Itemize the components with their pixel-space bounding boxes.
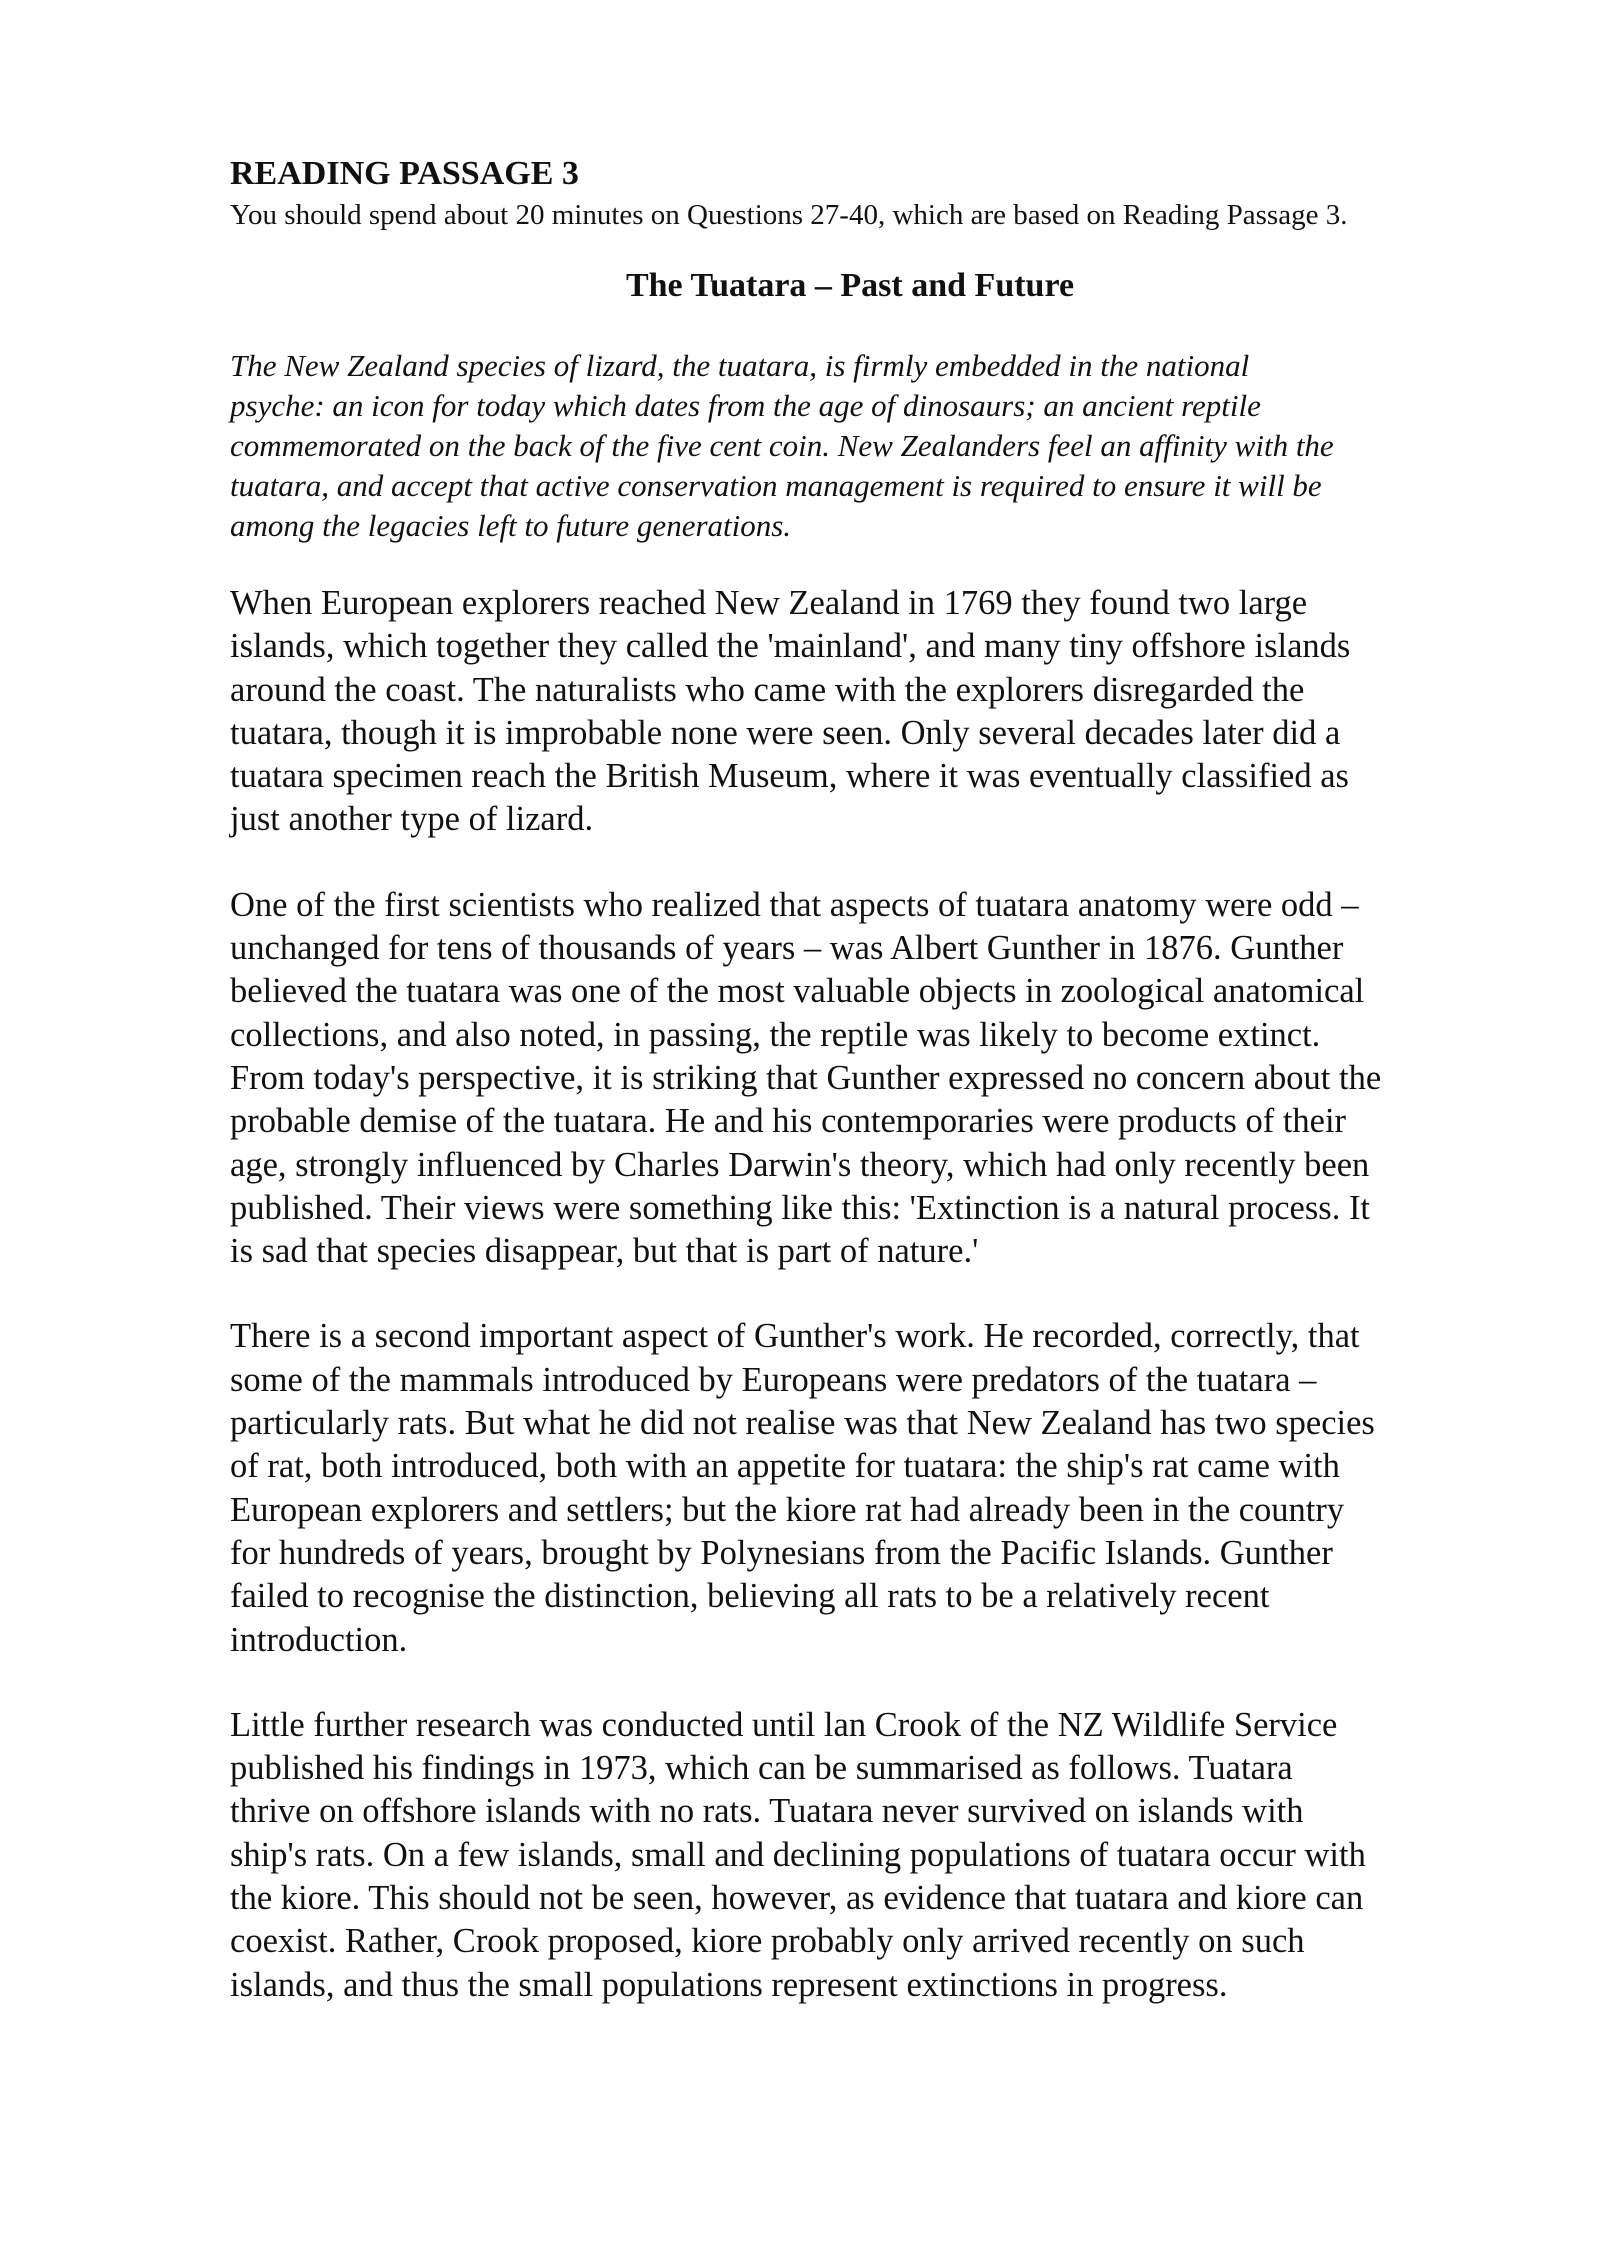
paragraph-line: of rat, both introduced, both with an appetite for tuatara: the ship's rat came with bbox=[230, 1447, 1340, 1486]
paragraph-line: believed the tuatara was one of the most valuable objects in zoological anatomical bbox=[230, 972, 1365, 1011]
paragraph-line: tuatara specimen reach the British Museum, where it was eventually classified as bbox=[230, 757, 1349, 796]
paragraph-line: ship's rats. On a few islands, small and declining populations of tuatara occur with bbox=[230, 1835, 1366, 1874]
article-intro bbox=[230, 346, 1510, 546]
paragraph-line: some of the mammals introduced by Europeans were predators of the tuatara – bbox=[230, 1360, 1317, 1399]
paragraph-line: European explorers and settlers; but the kiore rat had already been in the country bbox=[230, 1490, 1345, 1529]
intro-line: psyche: an icon for today which dates from the age of dinosaurs; an ancient reptile bbox=[230, 388, 1261, 423]
paragraph-line: tuatara, though it is improbable none were seen. Only several decades later did a bbox=[230, 713, 1341, 752]
paragraph-line: One of the first scientists who realized that aspects of tuatara anatomy were odd – bbox=[230, 885, 1359, 924]
body-paragraph-1 bbox=[230, 582, 1510, 842]
paragraph-line: unchanged for tens of thousands of years – was Albert Gunther in 1876. Gunther bbox=[230, 929, 1344, 968]
paragraph-line: is sad that species disappear, but that is part of nature.' bbox=[230, 1232, 979, 1271]
intro-line: The New Zealand species of lizard, the tuatara, is firmly embedded in the national bbox=[230, 348, 1250, 383]
intro-line: among the legacies left to future generations. bbox=[230, 508, 792, 543]
paragraph-line: Little further research was conducted until lan Crook of the NZ Wildlife Service bbox=[230, 1705, 1338, 1744]
paragraph-line: published his findings in 1973, which can be summarised as follows. Tuatara bbox=[230, 1749, 1293, 1788]
intro-line: commemorated on the back of the five cent coin. New Zealanders feel an affinity with the bbox=[230, 428, 1334, 463]
paragraph-line: just another type of lizard. bbox=[230, 800, 594, 839]
article-title: The Tuatara – Past and Future bbox=[625, 267, 1075, 304]
paragraph-line: islands, and thus the small populations represent extinctions in progress. bbox=[230, 1965, 1228, 2004]
paragraph-line: around the coast. The naturalists who came with the explorers disregarded the bbox=[230, 670, 1305, 709]
paragraph-line: islands, which together they called the 'mainland', and many tiny offshore islands bbox=[230, 627, 1351, 666]
paragraph-line: for hundreds of years, brought by Polynesians from the Pacific Islands. Gunther bbox=[230, 1533, 1333, 1572]
paragraph-line: the kiore. This should not be seen, however, as evidence that tuatara and kiore can bbox=[230, 1879, 1364, 1918]
body-paragraph-2 bbox=[230, 884, 1510, 1274]
paragraph-line: age, strongly influenced by Charles Darwin's theory, which had only recently been bbox=[230, 1145, 1370, 1184]
paragraph-line: collections, and also noted, in passing, the reptile was likely to become extinct. bbox=[230, 1015, 1321, 1054]
paragraph-line: failed to recognise the distinction, believing all rats to be a relatively recent bbox=[230, 1577, 1270, 1616]
paragraph-line: When European explorers reached New Zealand in 1769 they found two large bbox=[230, 584, 1308, 622]
intro-line: tuatara, and accept that active conservation management is required to ensure it will be bbox=[230, 468, 1322, 503]
passage-heading: READING PASSAGE 3 bbox=[230, 155, 579, 192]
paragraph-line: particularly rats. But what he did not realise was that New Zealand has two species bbox=[230, 1404, 1375, 1443]
paragraph-line: coexist. Rather, Crook proposed, kiore probably only arrived recently on such bbox=[230, 1922, 1305, 1961]
paragraph-line: published. Their views were something like this: 'Extinction is a natural process. It bbox=[230, 1188, 1371, 1227]
paragraph-line: probable demise of the tuatara. He and his contemporaries were products of their bbox=[230, 1102, 1347, 1141]
document-page bbox=[230, 152, 1510, 2007]
paragraph-line: thrive on offshore islands with no rats. Tuatara never survived on islands with bbox=[230, 1792, 1304, 1831]
paragraph-line: There is a second important aspect of Gunther's work. He recorded, correctly, that bbox=[230, 1317, 1360, 1356]
passage-instructions: You should spend about 20 minutes on Questions 27-40, which are based on Reading Passage 3. bbox=[230, 199, 1348, 231]
body-paragraph-4 bbox=[230, 1704, 1510, 2007]
body-paragraph-3 bbox=[230, 1315, 1510, 1661]
paragraph-line: From today's perspective, it is striking that Gunther expressed no concern about the bbox=[230, 1058, 1382, 1097]
paragraph-line: introduction. bbox=[230, 1620, 408, 1659]
